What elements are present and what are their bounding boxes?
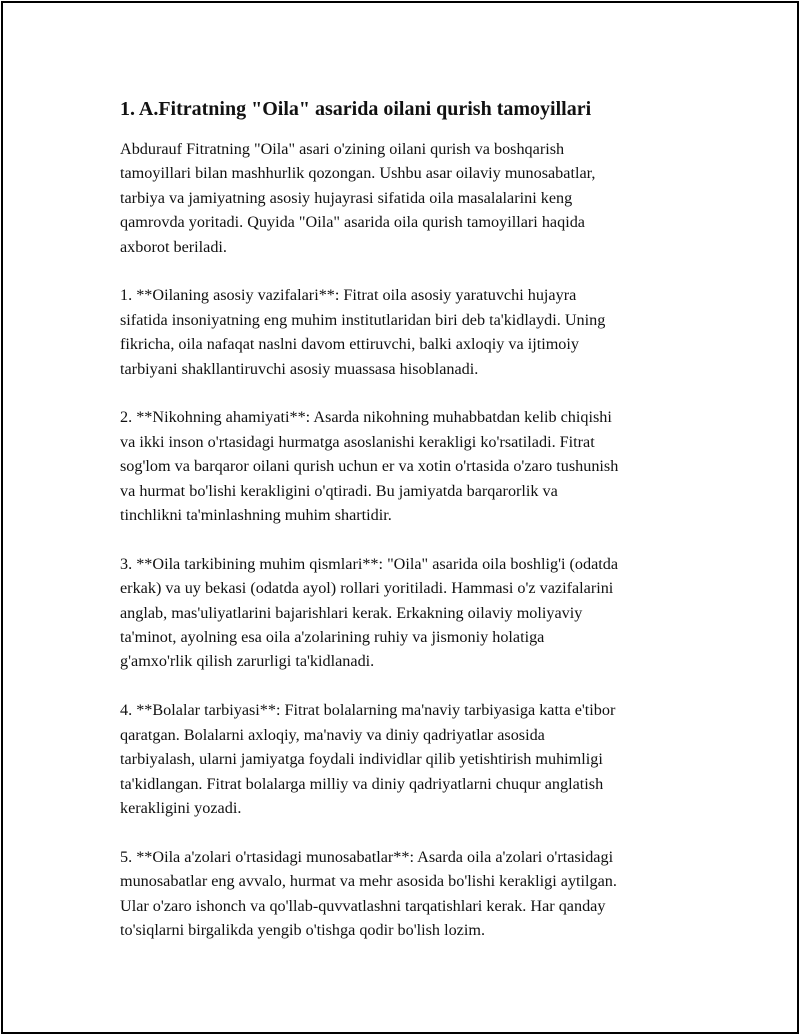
text-line: qamrovda yoritadi. Quyida "Oila" asarida oila qurish tamoyillari haqida (120, 213, 585, 232)
text-line: tarbiyalash, ularni jamiyatga foydali individlar qilib yetishtirish muhimligi (120, 750, 603, 769)
point-2-paragraph (120, 405, 700, 527)
text-line: 3. **Oila tarkibining muhim qismlari**: "Oila" asarida oila boshlig'i (odatda (120, 554, 619, 573)
text-line: anglab, mas'uliyatlarini bajarishlari kerak. Erkakning oilaviy moliyaviy (120, 603, 583, 622)
text-line: tamoyillari bilan mashhurlik qozongan. Ushbu asar oilaviy munosabatlar, (120, 164, 596, 183)
text-line: kerakligini yozadi. (120, 798, 242, 817)
document-heading: 1. A.Fitratning "Oila" asarida oilani qurish tamoyillari (120, 98, 592, 120)
text-line: 5. **Oila a'zolari o'rtasidagi munosabatlar**: Asarda oila a'zolari o'rtasidagi (120, 847, 614, 866)
text-line: Ular o'zaro ishonch va qo'llab-quvvatlashni tarqatishlari kerak. Har qanday (120, 896, 606, 915)
text-line: va ikki inson o'rtasidagi hurmatga asoslanishi kerakligi ko'rsatiladi. Fitrat (120, 432, 595, 451)
text-line: qaratgan. Bolalarni axloqiy, ma'naviy va diniy qadriyatlar asosida (120, 725, 545, 744)
point-1-paragraph (120, 283, 700, 381)
text-line: tinchlikni ta'minlashning muhim shartidir. (120, 506, 392, 525)
text-line: sog'lom va barqaror oilani qurish uchun er va xotin o'rtasida o'zaro tushunish (120, 457, 619, 476)
text-line: g'amxo'rlik qilish zarurligi ta'kidlanadi. (120, 652, 375, 671)
point-3-paragraph (120, 552, 700, 674)
text-line: tarbiya va jamiyatning asosiy hujayrasi sifatida oila masalalarini keng (120, 188, 573, 207)
point-4-paragraph (120, 698, 700, 820)
text-line: ta'kidlangan. Fitrat bolalarga milliy va diniy qadriyatlarni chuqur anglatish (120, 774, 604, 793)
text-line: 4. **Bolalar tarbiyasi**: Fitrat bolalarning ma'naviy tarbiyasiga katta e'tibor (120, 701, 616, 720)
point-5-paragraph (120, 845, 700, 943)
document-body (120, 95, 700, 967)
text-line: munosabatlar eng avvalo, hurmat va mehr asosida bo'lishi kerakligi aytilgan. (120, 872, 617, 891)
text-line: 2. **Nikohning ahamiyati**: Asarda nikohning muhabbatdan kelib chiqishi (120, 408, 612, 427)
text-line: va hurmat bo'lishi kerakligini o'qtiradi. Bu jamiyatda barqarorlik va (120, 481, 558, 500)
text-line: ta'minot, ayolning esa oila a'zolarining ruhiy va jismoniy holatiga (120, 628, 545, 647)
intro-paragraph (120, 137, 700, 259)
text-line: Abdurauf Fitratning "Oila" asari o'zining oilani qurish va boshqarish (120, 140, 565, 158)
text-line: fikricha, oila nafaqat naslni davom ettiruvchi, balki axloqiy va ijtimoiy (120, 335, 579, 354)
text-line: tarbiyani shakllantiruvchi asosiy muassasa hisoblanadi. (120, 359, 479, 378)
page-frame (1, 1, 799, 1034)
text-line: erkak) va uy bekasi (odatda ayol) rollari yoritiladi. Hammasi o'z vazifalarini (120, 579, 614, 598)
text-line: 1. **Oilaning asosiy vazifalari**: Fitrat oila asosiy yaratuvchi hujayra (120, 286, 577, 305)
text-line: sifatida insoniyatning eng muhim institutlaridan biri deb ta'kidlaydi. Uning (120, 310, 606, 329)
text-line: axborot beriladi. (120, 237, 227, 256)
text-line: to'siqlarni birgalikda yengib o'tishga qodir bo'lish lozim. (120, 920, 485, 939)
